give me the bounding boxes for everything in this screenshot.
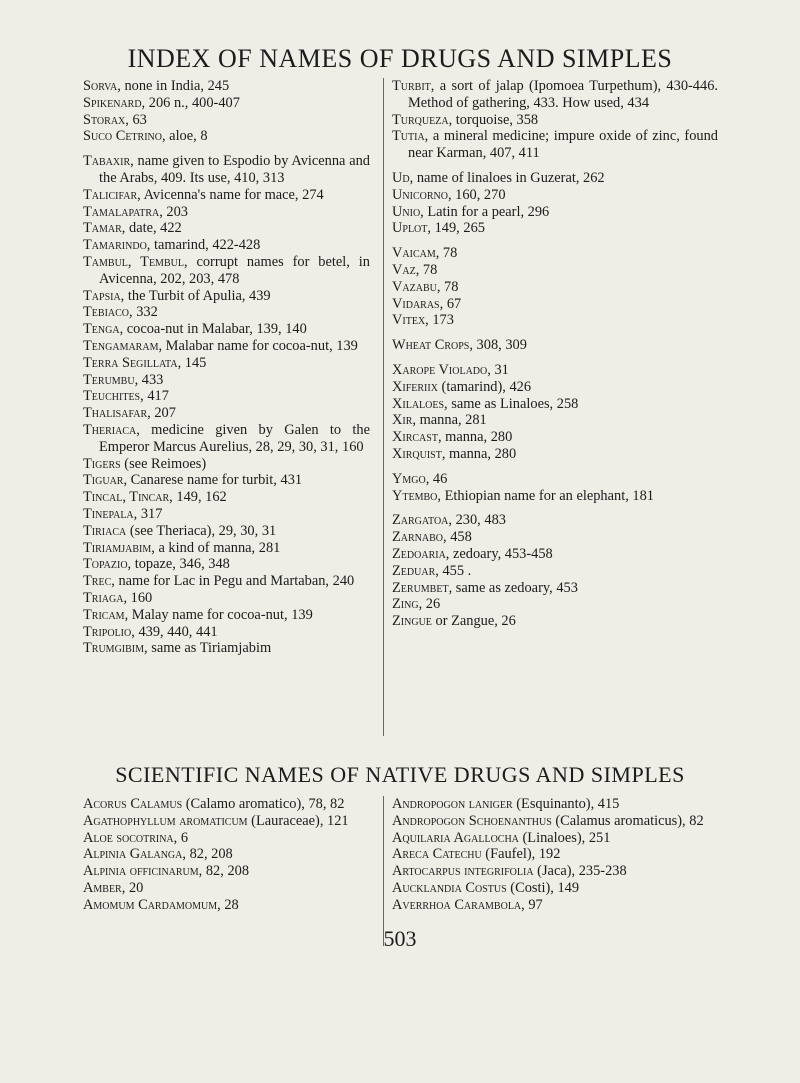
entry-text: (Costi), 149 bbox=[506, 879, 580, 896]
index-title: INDEX OF NAMES OF DRUGS AND SIMPLES bbox=[127, 44, 673, 73]
entry-headword: Tigers bbox=[83, 455, 121, 472]
entry-headword: Trec, bbox=[83, 573, 115, 590]
entry-text: tamarind, 422-428 bbox=[150, 237, 261, 254]
entry-headword: Zargatoa, bbox=[392, 512, 452, 529]
entry-headword: Unio, bbox=[392, 203, 424, 220]
entry-text: same as Tiriamjabim bbox=[147, 640, 272, 657]
index-entry bbox=[83, 472, 370, 489]
entry-headword: Terumbu, bbox=[83, 371, 139, 388]
index-entry bbox=[392, 279, 718, 296]
entry-headword: Vaz, bbox=[392, 261, 420, 278]
entry-text: (Esquinanto), 415 bbox=[512, 796, 620, 812]
index-entry bbox=[392, 170, 718, 187]
entry-headword: Zarnabo, bbox=[392, 529, 447, 546]
index-entry bbox=[83, 556, 370, 573]
index-entry bbox=[392, 830, 718, 847]
index-entry bbox=[83, 321, 370, 338]
entry-text: 160 bbox=[127, 589, 153, 606]
index-entry bbox=[392, 563, 718, 580]
index-entry bbox=[83, 590, 370, 607]
entry-text: (Lauraceae), 121 bbox=[247, 812, 349, 829]
index-entry bbox=[392, 446, 718, 463]
index-entry bbox=[392, 796, 718, 813]
entry-headword: Ytembo, bbox=[392, 487, 441, 504]
entry-text: same as Linaloes, 258 bbox=[447, 395, 579, 412]
entry-text: 417 bbox=[143, 388, 169, 405]
entry-headword: Ud, bbox=[392, 169, 414, 186]
entry-headword: Zeduar, bbox=[392, 562, 439, 579]
index-entry bbox=[83, 813, 370, 830]
entry-text: (Calamo aromatico), 78, 82 bbox=[182, 796, 345, 812]
index-entry bbox=[83, 372, 370, 389]
index-entry bbox=[83, 489, 370, 506]
entry-text: manna, 280 bbox=[441, 429, 513, 446]
entry-headword: Topazio, bbox=[83, 556, 132, 573]
entry-text: name of linaloes in Guzerat, 262 bbox=[413, 169, 605, 186]
entry-headword: Aloe socotrina, bbox=[83, 829, 178, 846]
entry-text: 78 bbox=[419, 261, 438, 278]
index-entry bbox=[392, 529, 718, 546]
index-entry bbox=[392, 813, 718, 830]
entry-text: 97 bbox=[524, 896, 543, 913]
index-entry bbox=[392, 204, 718, 221]
entry-headword: Xarope Violado, bbox=[392, 361, 491, 378]
entry-text: 455 . bbox=[438, 562, 472, 579]
entry-text: or Zangue, 26 bbox=[431, 613, 516, 630]
index-entry bbox=[392, 880, 718, 897]
entry-text: 308, 309 bbox=[472, 337, 527, 354]
index-entry bbox=[392, 296, 718, 313]
index-entry bbox=[83, 338, 370, 355]
entry-text: corrupt names for betel, in Avicenna, 202, 203, 478 bbox=[99, 253, 370, 287]
entry-headword: Tiguar, bbox=[83, 472, 128, 489]
entry-headword: Triaga, bbox=[83, 589, 128, 606]
entry-text: (see Reimoes) bbox=[120, 455, 207, 472]
entry-text: 439, 440, 441 bbox=[134, 623, 218, 640]
entry-text: same as zedoary, 453 bbox=[452, 579, 578, 596]
index-entry bbox=[392, 112, 718, 129]
index-entry bbox=[83, 95, 370, 112]
entry-headword: Andropogon laniger bbox=[392, 796, 513, 812]
entry-headword: Tinepala, bbox=[83, 505, 138, 522]
entry-headword: Tiriamjabim, bbox=[83, 539, 155, 556]
entry-text: manna, 281 bbox=[416, 412, 487, 429]
entry-text: cocoa-nut in Malabar, 139, 140 bbox=[123, 321, 307, 338]
index-entry bbox=[83, 153, 370, 187]
entry-text: 207 bbox=[150, 405, 176, 422]
entry-text: 26 bbox=[422, 596, 441, 613]
entry-headword: Ymgo, bbox=[392, 470, 430, 487]
index-entry bbox=[392, 897, 718, 914]
entry-headword: Zingue bbox=[392, 613, 432, 630]
entry-headword: Turqueza, bbox=[392, 111, 453, 128]
entry-headword: Turbit, bbox=[392, 78, 435, 94]
entry-headword: Uplot, bbox=[392, 220, 431, 237]
entry-text: zedoary, 453-458 bbox=[449, 545, 553, 562]
entry-headword: Xircast, bbox=[392, 429, 442, 446]
entry-text: 82, 208 bbox=[202, 863, 250, 880]
scientific-column-left bbox=[83, 796, 370, 914]
entry-headword: Tabaxir, bbox=[83, 153, 134, 170]
index-entry bbox=[83, 388, 370, 405]
entry-headword: Tamarindo, bbox=[83, 237, 151, 254]
index-entry bbox=[83, 640, 370, 657]
entry-text: name for Lac in Pegu and Martaban, 240 bbox=[114, 573, 355, 590]
index-entry bbox=[392, 262, 718, 279]
entry-headword: Spikenard, bbox=[83, 94, 146, 111]
entry-headword: Zing, bbox=[392, 596, 423, 613]
index-entry bbox=[83, 237, 370, 254]
entry-headword: Tripolio, bbox=[83, 623, 135, 640]
entry-headword: Terra Segillata, bbox=[83, 354, 182, 371]
entry-headword: Tamar, bbox=[83, 220, 126, 237]
entry-headword: Vaicam, bbox=[392, 245, 440, 262]
index-column-left bbox=[83, 78, 370, 657]
entry-text: (Jaca), 235-238 bbox=[533, 863, 627, 880]
index-entry bbox=[392, 471, 718, 488]
index-entry bbox=[392, 846, 718, 863]
entry-headword: Alpinia Galanga, bbox=[83, 846, 186, 863]
index-entry bbox=[83, 830, 370, 847]
entry-text: Malabar name for cocoa-nut, 139 bbox=[162, 337, 358, 354]
index-entry bbox=[83, 405, 370, 422]
entry-headword: Trumgibim, bbox=[83, 640, 148, 657]
entry-text: 78 bbox=[439, 245, 458, 262]
entry-text: 145 bbox=[181, 354, 207, 371]
scientific-column-right bbox=[383, 796, 718, 946]
index-entry bbox=[83, 254, 370, 288]
index-entry bbox=[83, 573, 370, 590]
entry-headword: Tutia, bbox=[392, 128, 429, 145]
entry-text: 28 bbox=[220, 896, 239, 913]
entry-headword: Tengamaram, bbox=[83, 337, 163, 354]
index-entry bbox=[83, 863, 370, 880]
entry-headword: Andropogon Schoenanthus bbox=[392, 812, 552, 829]
entry-headword: Agathophyllum aromaticum bbox=[83, 812, 248, 829]
entry-headword: Tambul, Tembul, bbox=[83, 253, 188, 270]
entry-text: Latin for a pearl, 296 bbox=[423, 203, 550, 220]
entry-headword: Vidaras, bbox=[392, 295, 444, 312]
index-entry bbox=[392, 863, 718, 880]
index-entry bbox=[392, 412, 718, 429]
entry-text: none in India, 245 bbox=[120, 78, 230, 94]
index-entry bbox=[83, 355, 370, 372]
entry-headword: Tamalapatra, bbox=[83, 203, 163, 220]
index-entry bbox=[83, 897, 370, 914]
entry-text: (Calamus aromaticus), 82 bbox=[551, 812, 704, 829]
entry-text: 63 bbox=[128, 111, 147, 128]
entry-text: 433 bbox=[138, 371, 164, 388]
entry-text: 160, 270 bbox=[451, 186, 506, 203]
entry-text: manna, 280 bbox=[445, 445, 517, 462]
entry-text: medicine given by Galen to the Emperor Marcus Aurelius, 28, 29, 30, 31, 160 bbox=[99, 421, 370, 455]
entry-text: (Linaloes), 251 bbox=[518, 829, 611, 846]
entry-text: 332 bbox=[132, 304, 158, 321]
index-entry bbox=[83, 607, 370, 624]
entry-headword: Alpinia officinarum, bbox=[83, 863, 203, 880]
index-entry bbox=[83, 220, 370, 237]
index-entry bbox=[83, 128, 370, 145]
entry-text: 173 bbox=[428, 312, 454, 329]
entry-headword: Vazabu, bbox=[392, 278, 441, 295]
entry-text: (Faufel), 192 bbox=[481, 846, 561, 863]
entry-text: 82, 208 bbox=[185, 846, 233, 863]
index-entry bbox=[392, 613, 718, 630]
entry-headword: Amber, bbox=[83, 879, 126, 896]
index-column-right bbox=[383, 78, 718, 736]
entry-headword: Tricam, bbox=[83, 606, 129, 623]
entry-headword: Thalisafar, bbox=[83, 405, 151, 422]
entry-headword: Xilaloes, bbox=[392, 395, 448, 412]
entry-headword: Xir, bbox=[392, 412, 416, 429]
entry-text: a kind of manna, 281 bbox=[154, 539, 281, 556]
index-entry bbox=[392, 546, 718, 563]
entry-text: name given to Espodio by Avicenna and the Arabs, 409. Its use, 410, 313 bbox=[99, 153, 370, 186]
entry-headword: Amomum Cardamomum, bbox=[83, 896, 221, 913]
entry-text: 230, 483 bbox=[452, 512, 506, 529]
index-entry bbox=[83, 304, 370, 321]
entry-text: aloe, 8 bbox=[165, 128, 208, 145]
entry-text: 149, 265 bbox=[431, 220, 485, 237]
index-entry bbox=[392, 512, 718, 529]
scientific-names-title: SCIENTIFIC NAMES OF NATIVE DRUGS AND SIMPLES bbox=[115, 762, 685, 787]
entry-text: Avicenna's name for mace, 274 bbox=[140, 186, 324, 203]
entry-text: 149, 162 bbox=[172, 489, 227, 506]
entry-text: 458 bbox=[446, 529, 472, 546]
entry-headword: Storax, bbox=[83, 111, 129, 128]
entry-headword: Tenga, bbox=[83, 321, 124, 338]
index-entry bbox=[83, 796, 370, 813]
entry-headword: Unicorno, bbox=[392, 186, 452, 203]
index-entry bbox=[392, 220, 718, 237]
entry-headword: Tapsia, bbox=[83, 287, 125, 304]
entry-text: date, 422 bbox=[125, 220, 182, 237]
entry-text: Malay name for cocoa-nut, 139 bbox=[128, 606, 313, 623]
entry-headword: Artocarpus integrifolia bbox=[392, 863, 534, 880]
entry-headword: Zerumbet, bbox=[392, 579, 453, 596]
entry-headword: Sorva, bbox=[83, 78, 121, 94]
entry-headword: Teuchites, bbox=[83, 388, 144, 405]
entry-text: a sort of jalap (Ipomoea Turpethum), 430-446. Method of gathering, 433. How used, 434 bbox=[408, 78, 718, 111]
entry-text: Ethiopian name for an elephant, 181 bbox=[441, 487, 654, 504]
index-entry bbox=[83, 540, 370, 557]
index-entry bbox=[83, 523, 370, 540]
entry-headword: Areca Catechu bbox=[392, 846, 482, 863]
entry-text: 6 bbox=[177, 829, 189, 846]
entry-headword: Theriaca, bbox=[83, 421, 140, 438]
entry-headword: Tiriaca bbox=[83, 522, 127, 539]
index-entry bbox=[83, 456, 370, 473]
entry-text: 317 bbox=[137, 505, 163, 522]
index-entry bbox=[392, 488, 718, 505]
index-entry bbox=[392, 245, 718, 262]
index-entry bbox=[392, 379, 718, 396]
entry-headword: Tebiaco, bbox=[83, 304, 133, 321]
index-entry bbox=[392, 596, 718, 613]
entry-text: 67 bbox=[443, 295, 462, 312]
index-entry bbox=[392, 312, 718, 329]
index-entry bbox=[392, 429, 718, 446]
index-entry bbox=[83, 422, 370, 456]
index-entry bbox=[83, 846, 370, 863]
index-entry bbox=[392, 337, 718, 354]
page-number: 503 bbox=[383, 926, 417, 951]
index-entry bbox=[83, 187, 370, 204]
entry-text: (see Theriaca), 29, 30, 31 bbox=[126, 522, 277, 539]
entry-text: a mineral medicine; impure oxide of zinc, found near Karman, 407, 411 bbox=[408, 128, 718, 162]
entry-headword: Talicifar, bbox=[83, 186, 141, 203]
entry-headword: Averrhoa Carambola, bbox=[392, 896, 525, 913]
entry-headword: Wheat Crops, bbox=[392, 337, 473, 354]
entry-text: the Turbit of Apulia, 439 bbox=[124, 287, 271, 304]
index-entry bbox=[83, 624, 370, 641]
entry-text: 78 bbox=[440, 278, 459, 295]
entry-headword: Tincal, Tincar, bbox=[83, 489, 173, 506]
entry-headword: Aquilaria Agallocha bbox=[392, 829, 519, 846]
index-entry bbox=[392, 78, 718, 112]
entry-headword: Xiferiix bbox=[392, 378, 438, 395]
entry-text: 46 bbox=[429, 470, 448, 487]
index-entry bbox=[392, 580, 718, 597]
index-entry bbox=[83, 112, 370, 129]
entry-text: 203 bbox=[162, 203, 188, 220]
entry-text: 31 bbox=[490, 361, 509, 378]
index-entry bbox=[83, 880, 370, 897]
entry-text: 20 bbox=[125, 879, 144, 896]
entry-headword: Aucklandia Costus bbox=[392, 879, 507, 896]
entry-headword: Vitex, bbox=[392, 312, 429, 329]
index-entry bbox=[392, 362, 718, 379]
entry-headword: Xirquist, bbox=[392, 445, 446, 462]
entry-text: topaze, 346, 348 bbox=[131, 556, 230, 573]
entry-headword: Suco Cetrino, bbox=[83, 128, 166, 145]
index-entry bbox=[392, 187, 718, 204]
entry-text: torquoise, 358 bbox=[452, 111, 539, 128]
entry-text: (tamarind), 426 bbox=[437, 378, 532, 395]
index-entry bbox=[83, 288, 370, 305]
index-entry bbox=[392, 128, 718, 162]
entry-headword: Zedoaria, bbox=[392, 545, 450, 562]
index-entry bbox=[83, 78, 370, 95]
entry-text: 206 n., 400-407 bbox=[145, 94, 240, 111]
index-entry bbox=[83, 506, 370, 523]
index-entry bbox=[83, 204, 370, 221]
index-entry bbox=[392, 396, 718, 413]
entry-text: Canarese name for turbit, 431 bbox=[127, 472, 303, 489]
entry-headword: Acorus Calamus bbox=[83, 796, 183, 812]
